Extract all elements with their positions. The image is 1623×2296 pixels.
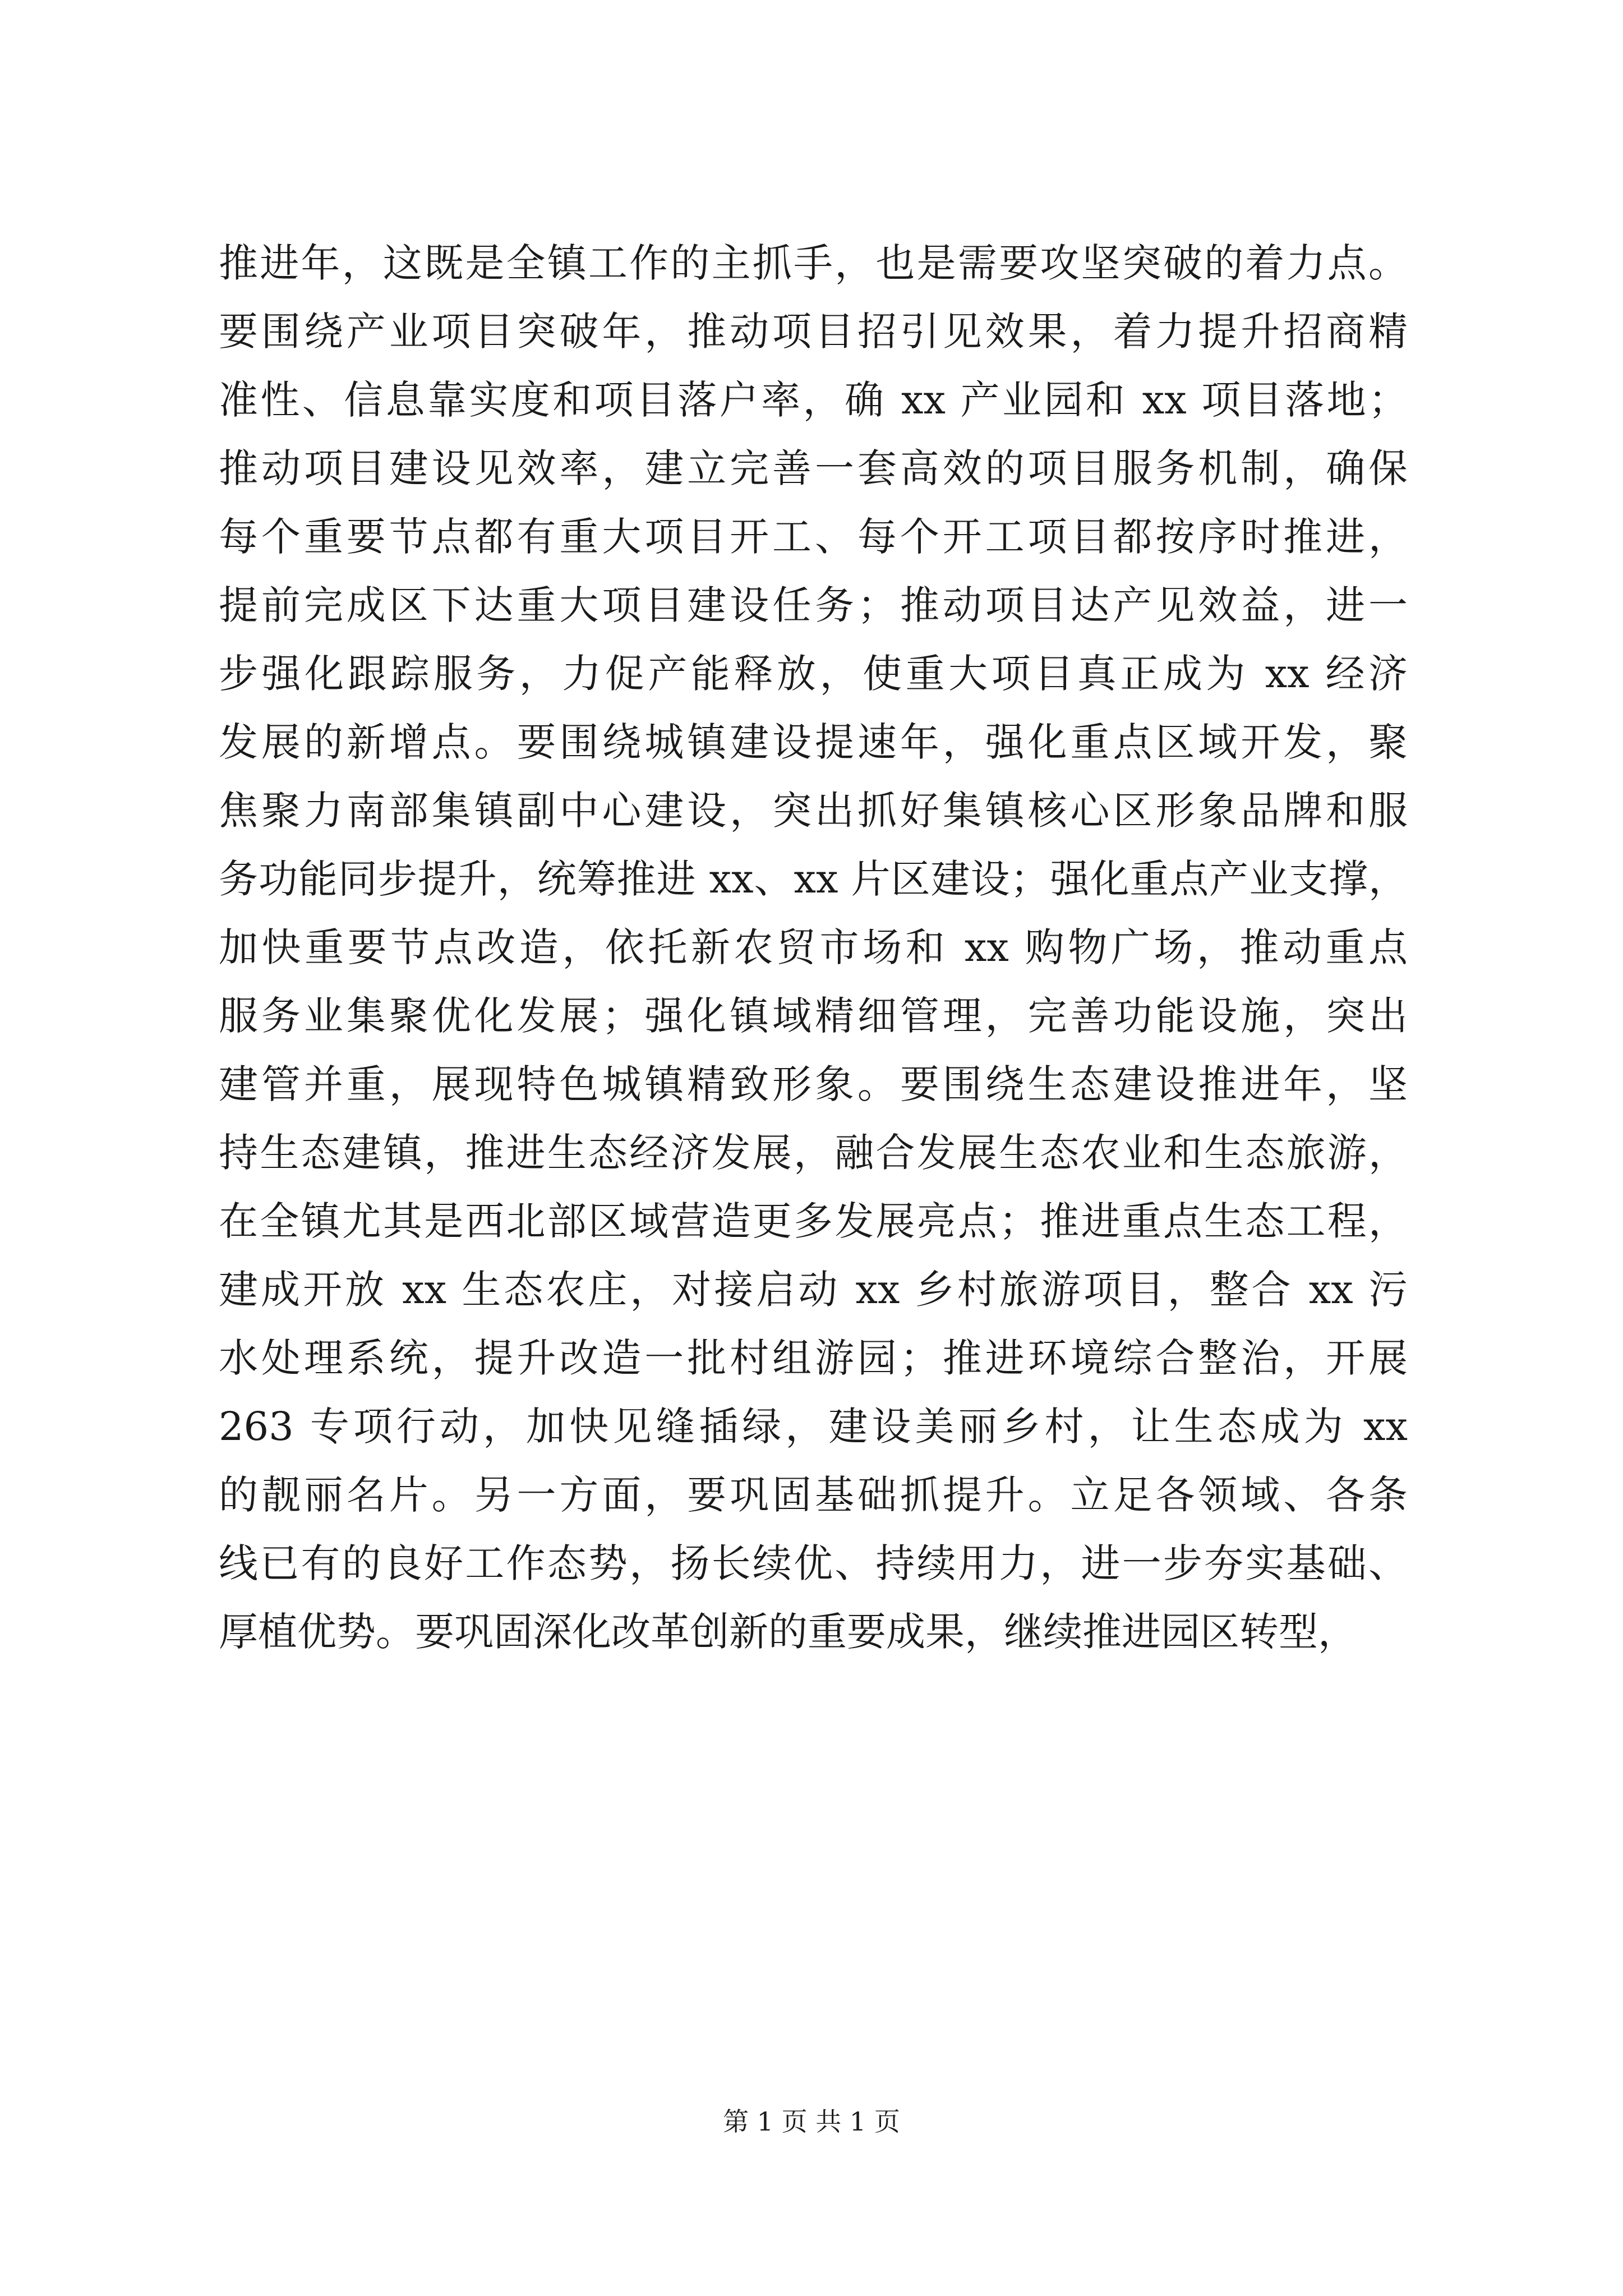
- text-line: 水处理系统，提升改造一批村组游园；推进环境综合整治，开展: [219, 1335, 1408, 1381]
- text-line: 线已有的良好工作态势，扬长续优、持续用力，进一步夯实基础、: [219, 1540, 1408, 1586]
- text-line: 步强化跟踪服务，力促产能释放，使重大项目真正成为 xx 经济: [219, 651, 1408, 697]
- text-line: 准性、信息靠实度和项目落户率，确 xx 产业园和 xx 项目落地；: [219, 377, 1408, 423]
- page-footer: 第 1 页 共 1 页: [723, 2106, 900, 2137]
- text-line: 务功能同步提升，统筹推进 xx、xx 片区建设；强化重点产业支撑，: [219, 856, 1408, 902]
- text-line: 持生态建镇，推进生态经济发展，融合发展生态农业和生态旅游，: [219, 1130, 1408, 1176]
- text-line: 服务业集聚优化发展；强化镇域精细管理，完善功能设施，突出: [219, 993, 1408, 1039]
- text-line: 在全镇尤其是西北部区域营造更多发展亮点；推进重点生态工程，: [219, 1198, 1408, 1244]
- text-line: 焦聚力南部集镇副中心建设，突出抓好集镇核心区形象品牌和服: [219, 788, 1408, 834]
- text-line: 发展的新增点。要围绕城镇建设提速年，强化重点区域开发，聚: [219, 719, 1408, 765]
- body-paragraph: [219, 229, 1408, 1666]
- text-line: 建管并重，展现特色城镇精致形象。要围绕生态建设推进年，坚: [219, 1061, 1408, 1107]
- text-line: 加快重要节点改造，依托新农贸市场和 xx 购物广场，推动重点: [219, 924, 1408, 970]
- text-line: 每个重要节点都有重大项目开工、每个开工项目都按序时推进，: [219, 514, 1408, 560]
- text-line: 推进年，这既是全镇工作的主抓手，也是需要攻坚突破的着力点。: [219, 240, 1408, 286]
- text-line: 推动项目建设见效率，建立完善一套高效的项目服务机制，确保: [219, 445, 1408, 491]
- text-line: 263 专项行动，加快见缝插绿，建设美丽乡村，让生态成为 xx: [219, 1404, 1408, 1450]
- text-line: 建成开放 xx 生态农庄，对接启动 xx 乡村旅游项目，整合 xx 污: [219, 1267, 1408, 1313]
- text-line: 的靓丽名片。另一方面，要巩固基础抓提升。立足各领域、各条: [219, 1472, 1408, 1518]
- text-line: 厚植优势。要巩固深化改革创新的重要成果，继续推进园区转型，: [219, 1609, 1357, 1655]
- text-line: 要围绕产业项目突破年，推动项目招引见效果，着力提升招商精: [219, 309, 1408, 355]
- text-line: 提前完成区下达重大项目建设任务；推动项目达产见效益，进一: [219, 582, 1408, 628]
